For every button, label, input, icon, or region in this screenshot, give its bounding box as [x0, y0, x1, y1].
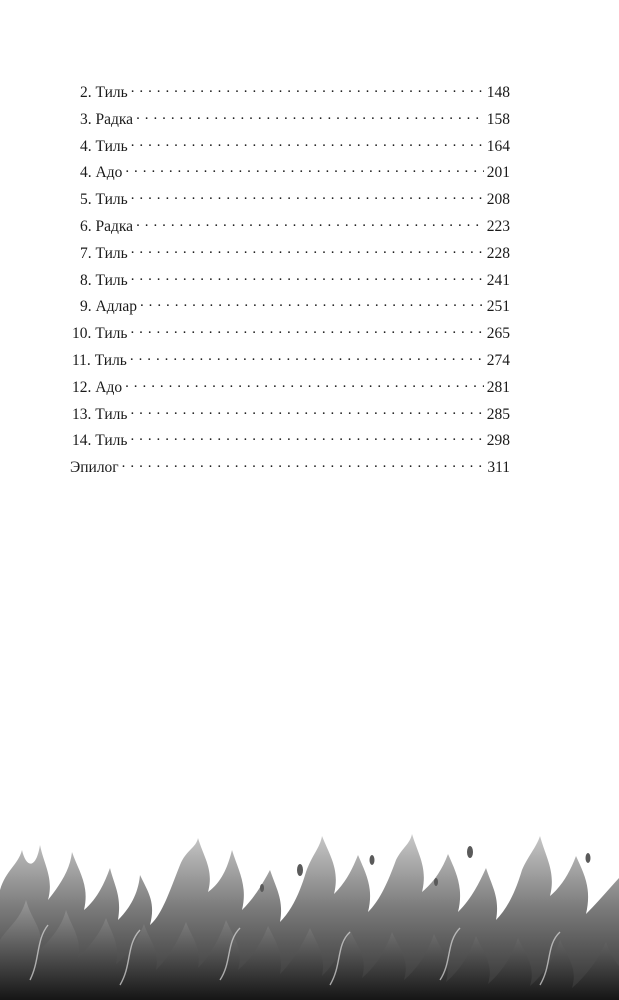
toc-entry[interactable] — [70, 187, 510, 214]
toc-entry-label: 12. Адо — [72, 378, 123, 396]
toc-entry[interactable] — [70, 321, 510, 348]
toc-entry-label: 9. Адлар — [80, 298, 137, 316]
toc-page-number: 285 — [486, 405, 510, 423]
toc-page-number: 201 — [486, 164, 510, 182]
fire-flames-illustration — [0, 830, 619, 1000]
toc-entry-label: 3. Радка — [80, 110, 134, 128]
toc-entry-label: 5. Тиль — [80, 191, 128, 209]
toc-entry-label: 4. Тиль — [80, 137, 128, 155]
dot-leader — [131, 83, 484, 97]
dot-leader — [131, 244, 484, 258]
toc-entry[interactable] — [70, 134, 510, 161]
dot-leader — [125, 378, 484, 392]
toc-entry[interactable] — [70, 107, 510, 134]
toc-page-number: 265 — [486, 325, 510, 343]
toc-page-number: 164 — [486, 137, 510, 155]
toc-entry[interactable] — [70, 375, 510, 402]
toc-entry-label: 13. Тиль — [72, 405, 128, 423]
toc-page-number: 251 — [486, 298, 510, 316]
toc-entry-label: 6. Радка — [80, 217, 134, 235]
dot-leader — [136, 110, 484, 124]
toc-page-number: 228 — [486, 244, 510, 262]
toc-page-number: 241 — [486, 271, 510, 289]
toc-entry-label: 7. Тиль — [80, 244, 128, 262]
dot-leader — [131, 190, 484, 204]
toc-entry[interactable] — [70, 160, 510, 187]
toc-entry-label: 11. Тиль — [72, 351, 127, 369]
toc-page-number: 298 — [486, 432, 510, 450]
toc-page-number: 274 — [486, 351, 510, 369]
toc-entry[interactable] — [70, 241, 510, 268]
dot-leader — [130, 431, 483, 445]
toc-entry-label: 2. Тиль — [80, 84, 128, 101]
toc-entry-label: 14. Тиль — [72, 432, 128, 450]
table-of-contents — [70, 80, 510, 482]
toc-entry-label: 8. Тиль — [80, 271, 128, 289]
toc-page-number: 223 — [486, 217, 510, 235]
toc-entry[interactable] — [70, 348, 510, 375]
dot-leader — [130, 324, 483, 338]
toc-page-number: 208 — [486, 191, 510, 209]
toc-page-number: 148 — [486, 84, 510, 101]
dot-leader — [131, 271, 484, 285]
toc-entry[interactable] — [70, 402, 510, 429]
toc-entry[interactable] — [70, 214, 510, 241]
toc-page-number: 158 — [486, 110, 510, 128]
dot-leader — [140, 297, 484, 311]
toc-entry[interactable] — [70, 428, 510, 455]
toc-entry-label: 4. Адо — [80, 164, 123, 182]
toc-entry[interactable] — [70, 80, 510, 107]
toc-page-number: 281 — [486, 378, 510, 396]
toc-entry-epilogue[interactable] — [70, 455, 510, 482]
dot-leader — [130, 405, 483, 419]
toc-entry-label: 10. Тиль — [72, 325, 128, 343]
dot-leader — [130, 351, 484, 365]
toc-entry[interactable] — [70, 268, 510, 295]
dot-leader — [136, 217, 484, 231]
dot-leader — [131, 137, 484, 151]
dot-leader — [122, 458, 485, 472]
dot-leader — [125, 163, 483, 177]
toc-page-number: 311 — [487, 459, 510, 477]
toc-entry-label: Эпилог — [70, 459, 119, 477]
toc-entry[interactable] — [70, 294, 510, 321]
